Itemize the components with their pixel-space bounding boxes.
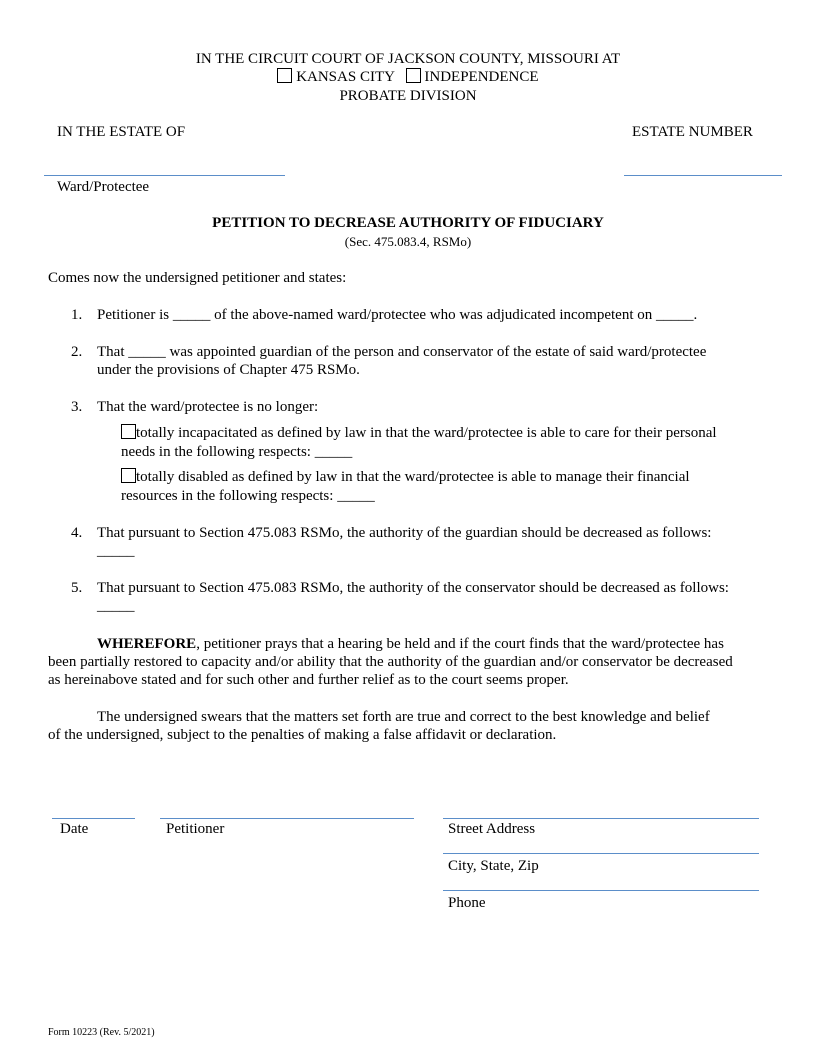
incapacitated-line-1: totally incapacitated as defined by law in that the ward/protectee is able to care for their personal <box>136 425 717 441</box>
item-3-number: 3. <box>71 399 83 415</box>
item-2-line-1: That _____ was appointed guardian of the person and conservator of the estate of said ward/protectee <box>97 344 707 360</box>
item-2-line-2: under the provisions of Chapter 475 RSMo. <box>97 362 360 378</box>
date-label: Date <box>60 821 89 837</box>
item-1-text: Petitioner is _____ of the above-named ward/protectee who was adjudicated incompetent on _____. <box>97 307 698 323</box>
item-3-text: That the ward/protectee is no longer: <box>97 399 319 415</box>
wherefore-bold: WHEREFORE <box>97 636 197 652</box>
intro-text: Comes now the undersigned petitioner and states: <box>48 270 347 286</box>
item-5-line-1: That pursuant to Section 475.083 RSMo, the authority of the conservator should be decreased as follows: <box>97 580 729 596</box>
document-title: PETITION TO DECREASE AUTHORITY OF FIDUCIARY <box>212 215 604 231</box>
item-4-line-1: That pursuant to Section 475.083 RSMo, the authority of the guardian should be decreased as follows: <box>97 525 712 541</box>
phone-field[interactable] <box>443 890 759 891</box>
wherefore-text-1: , petitioner prays that a hearing be held and if the court finds that the ward/protectee has <box>196 636 724 652</box>
date-field[interactable] <box>52 818 135 819</box>
wherefore-line-3: as hereinabove stated and for such other and further relief as to the court seems proper. <box>48 672 569 688</box>
ward-name-field[interactable] <box>44 175 285 176</box>
petitioner-label: Petitioner <box>166 821 225 837</box>
wherefore-line-2: been partially restored to capacity and/or ability that the authority of the guardian and/or conservator be decreased <box>48 654 733 670</box>
incapacitated-checkbox[interactable] <box>121 424 136 439</box>
independence-label: INDEPENDENCE <box>424 69 539 85</box>
item-1-number: 1. <box>71 307 83 323</box>
court-heading: IN THE CIRCUIT COURT OF JACKSON COUNTY, MISSOURI AT <box>195 51 621 67</box>
city-state-zip-label: City, State, Zip <box>448 858 539 874</box>
city-state-zip-field[interactable] <box>443 853 759 854</box>
independence-checkbox[interactable] <box>406 68 421 83</box>
estate-number-field[interactable] <box>624 175 782 176</box>
disabled-checkbox[interactable] <box>121 468 136 483</box>
swear-line-2: of the undersigned, subject to the penalties of making a false affidavit or declaration. <box>48 727 557 743</box>
item-4-line-2: _____ <box>97 543 135 559</box>
wherefore-line-1 <box>97 635 724 653</box>
kansas-city-label: KANSAS CITY <box>296 69 395 85</box>
kansas-city-checkbox[interactable] <box>277 68 292 83</box>
swear-line-1: The undersigned swears that the matters set forth are true and correct to the best knowledge and belief <box>97 709 710 725</box>
disabled-line-1: totally disabled as defined by law in that the ward/protectee is able to manage their financial <box>136 469 690 485</box>
item-5-number: 5. <box>71 580 83 596</box>
street-address-field[interactable] <box>443 818 759 819</box>
item-5-line-2: _____ <box>97 598 135 614</box>
ward-protectee-label: Ward/Protectee <box>57 179 150 195</box>
option-disabled <box>121 468 690 486</box>
estate-of-label: IN THE ESTATE OF <box>57 124 186 140</box>
form-number: Form 10223 (Rev. 5/2021) <box>48 1027 155 1038</box>
phone-label: Phone <box>448 895 486 911</box>
estate-number-label: ESTATE NUMBER <box>632 124 753 140</box>
petitioner-signature-field[interactable] <box>160 818 414 819</box>
street-address-label: Street Address <box>448 821 536 837</box>
item-4-number: 4. <box>71 525 83 541</box>
disabled-line-2: resources in the following respects: _____ <box>121 488 375 504</box>
incapacitated-line-2: needs in the following respects: _____ <box>121 444 353 460</box>
document-subtitle: (Sec. 475.083.4, RSMo) <box>344 234 472 249</box>
option-incapacitated <box>121 424 717 442</box>
division-heading: PROBATE DIVISION <box>339 88 477 104</box>
item-2-number: 2. <box>71 344 83 360</box>
court-location-options <box>0 68 816 86</box>
